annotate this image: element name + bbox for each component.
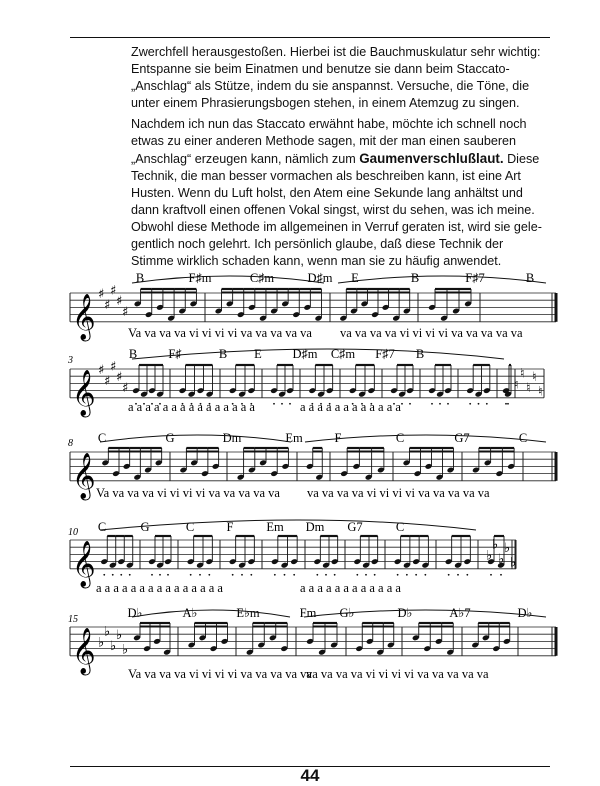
- chord-symbol: F: [226, 520, 234, 534]
- page-number: 44: [300, 766, 320, 785]
- staccato-dot: [397, 574, 399, 576]
- chord-symbol: D♭: [397, 606, 413, 620]
- staccato-dot: [406, 574, 408, 576]
- staccato-dot: [232, 574, 234, 576]
- phrase-slur: [132, 349, 504, 359]
- key-signature-accidental: ♮: [514, 377, 519, 393]
- chord-symbol: B: [415, 347, 425, 361]
- chord-symbol: A♭: [182, 606, 198, 620]
- lyric-line: va va va va vi vi vi vi va va va va va: [307, 486, 490, 500]
- chord-symbol: A♭7: [449, 606, 471, 620]
- music-system: [70, 271, 556, 342]
- chord-symbol: C: [185, 520, 195, 534]
- text-line: etwas zu einer anderen Methode sagen, mit der man einen sauberen: [131, 134, 517, 148]
- lyric-line: Va va va va vi vi vi vi va va va va va: [128, 326, 312, 340]
- chord-symbol: D♯m: [307, 271, 333, 285]
- chord-symbol: C: [518, 431, 528, 445]
- treble-clef: 𝄞: [72, 369, 96, 416]
- staccato-dot: [129, 574, 131, 576]
- key-signature-accidental: ♭: [110, 639, 117, 654]
- chord-symbol: Em: [266, 520, 284, 534]
- key-signature-accidental: ♯: [98, 287, 105, 302]
- music-system: [68, 520, 516, 595]
- key-signature-accidental: ♭: [98, 635, 105, 651]
- measure-number: 10: [68, 527, 78, 538]
- staccato-dot: [490, 574, 492, 576]
- staccato-dot: [401, 403, 403, 405]
- staccato-dot: [241, 574, 243, 576]
- lyric-line: a a a a a a a a a a a a a a a: [128, 400, 255, 414]
- music-system: [68, 606, 556, 681]
- staccato-dot: [507, 403, 509, 405]
- staccato-dot: [112, 574, 114, 576]
- text-line: gentlich noch gelehrt. Ich persönlich glaube, daß diese Technik der: [131, 237, 504, 251]
- staccato-dot: [159, 574, 161, 576]
- chord-symbol: F♯m: [188, 271, 212, 285]
- phrase-slur: [132, 610, 290, 617]
- key-signature-accidental: ♯: [98, 363, 105, 378]
- staccato-dot: [151, 574, 153, 576]
- music-system: [67, 347, 544, 418]
- measure-number: 3: [68, 355, 73, 366]
- chord-symbol: Fm: [299, 606, 317, 620]
- chord-symbol: F♯7: [375, 347, 395, 361]
- staccato-dot: [281, 403, 283, 405]
- chord-symbol: F: [334, 431, 342, 445]
- staccato-dot: [120, 574, 122, 576]
- phrase-slur: [100, 435, 291, 442]
- chord-symbol: C♯m: [249, 271, 275, 285]
- staccato-dot: [415, 574, 417, 576]
- staccato-dot: [273, 403, 275, 405]
- chord-symbol: D♯m: [292, 347, 318, 361]
- chord-symbol: Dm: [305, 520, 325, 534]
- text-line: unter einem Phrasierungsbogen stehen, in einem Atemzug zu singen.: [131, 96, 520, 110]
- chord-symbol: E: [351, 271, 359, 285]
- treble-clef: 𝄞: [72, 627, 96, 674]
- chord-symbol: C♯m: [330, 347, 356, 361]
- treble-clef: 𝄞: [72, 540, 96, 587]
- chord-symbol: G7: [347, 520, 363, 534]
- staccato-dot: [208, 574, 210, 576]
- key-signature-accidental: ♮: [532, 370, 537, 386]
- text-line: Nachdem ich nun das Staccato erwähnt habe, möchte ich schnell noch: [131, 117, 527, 131]
- staccato-dot: [274, 574, 276, 576]
- measure-number: 15: [68, 614, 78, 625]
- key-signature-accidental: ♯: [104, 373, 111, 389]
- staccato-dot: [486, 403, 488, 405]
- staccato-dot: [199, 574, 201, 576]
- staccato-dot: [431, 403, 433, 405]
- lyric-line: a a a a a a a a a a a a a a a: [96, 581, 223, 595]
- chord-symbol: B: [410, 271, 420, 285]
- staccato-dot: [293, 574, 295, 576]
- staccato-dot: [289, 403, 291, 405]
- lyric-line: Va va va va vi vi vi vi va va va va va: [96, 486, 280, 500]
- treble-clef: 𝄞: [72, 293, 96, 340]
- key-signature-accidental: ♯: [122, 381, 129, 396]
- key-signature-accidental: ♭: [504, 541, 511, 557]
- staccato-dot: [448, 574, 450, 576]
- staccato-dot: [103, 574, 105, 576]
- staccato-dot: [439, 403, 441, 405]
- key-signature-accidental: ♯: [116, 370, 123, 386]
- key-signature-accidental: ♯: [110, 283, 117, 299]
- staccato-dot: [365, 574, 367, 576]
- text-line: Stimme wirklich schaden kann, wenn man sie zu häufig anwendet.: [131, 254, 502, 268]
- chord-symbol: Dm: [222, 431, 242, 445]
- chord-symbol: B: [218, 347, 228, 361]
- chord-symbol: D♭: [517, 606, 533, 620]
- key-signature-accidental: ♭: [122, 642, 129, 658]
- staccato-dot: [500, 574, 502, 576]
- chord-symbol: C: [97, 431, 107, 445]
- text-line: Husten. Wenn du Luft holst, den Atem eine Sekunde lang anhältst und: [131, 186, 523, 200]
- text-line: dann kraftvoll einen offenen Vokal singst, wirst du sehen, was ich meine.: [131, 203, 535, 217]
- chord-symbol: B: [128, 347, 138, 361]
- chord-symbol: Em: [285, 431, 303, 445]
- staccato-dot: [316, 574, 318, 576]
- chord-symbol: D♭: [127, 606, 143, 620]
- bold-term: Gaumenverschlußlaut.: [359, 151, 504, 166]
- lyric-line: va va va va vi vi vi vi va va va va va: [340, 326, 523, 340]
- phrase-slur: [132, 276, 324, 283]
- staccato-dot: [356, 574, 358, 576]
- key-signature-accidental: ♭: [510, 555, 517, 571]
- chord-symbol: F♯: [168, 347, 182, 361]
- chord-symbol: G7: [454, 431, 470, 445]
- key-signature-accidental: ♮: [520, 366, 525, 382]
- key-signature-accidental: ♭: [486, 548, 493, 564]
- key-signature-accidental: ♮: [526, 381, 531, 396]
- chord-symbol: C: [395, 520, 405, 534]
- key-signature-accidental: ♭: [104, 624, 111, 640]
- lyric-line: Va va va va vi vi vi vi va va va va va: [128, 667, 312, 681]
- staccato-dot: [167, 574, 169, 576]
- staccato-dot: [478, 403, 480, 405]
- lyric-line: va va va va vi vi vi vi va va va va va: [306, 667, 489, 681]
- chord-symbol: G: [165, 431, 175, 445]
- staccato-dot: [469, 403, 471, 405]
- text-segment: Diese: [503, 152, 540, 166]
- text-line: Zwerchfell herausgestoßen. Hierbei ist die Bauchmuskulatur sehr wichtig:: [131, 45, 541, 59]
- key-signature-accidental: ♭: [116, 628, 123, 644]
- lyric-line: a a a a a a a a a a a a: [300, 400, 401, 414]
- music-system: [68, 431, 556, 501]
- staccato-dot: [466, 574, 468, 576]
- chord-symbol: F♯7: [465, 271, 485, 285]
- staccato-dot: [447, 403, 449, 405]
- text-line: Technik, die man besser vormachen als beschreiben kann, ist eine Art: [131, 169, 521, 183]
- staccato-dot: [505, 403, 507, 405]
- staccato-dot: [409, 403, 411, 405]
- chord-symbol: B: [525, 271, 535, 285]
- phrase-slur: [338, 276, 546, 283]
- chord-symbol: C: [97, 520, 107, 534]
- key-signature-accidental: ♯: [116, 294, 123, 310]
- key-signature-accidental: ♯: [122, 305, 129, 320]
- staccato-dot: [374, 574, 376, 576]
- staccato-dot: [457, 574, 459, 576]
- key-signature-accidental: ♭: [498, 552, 505, 567]
- staccato-dot: [284, 574, 286, 576]
- chord-symbol: C: [395, 431, 405, 445]
- staccato-dot: [325, 574, 327, 576]
- text-line: Obwohl diese Methode im allgemeinen in Verruf geraten ist, wird sie gele-: [131, 220, 542, 234]
- staccato-dot: [424, 574, 426, 576]
- phrase-slur: [100, 520, 476, 530]
- lyric-line: a a a a a a a a a a a a: [300, 581, 401, 595]
- chord-symbol: E♭m: [236, 606, 260, 620]
- key-signature-accidental: ♮: [538, 384, 543, 400]
- key-signature-accidental: ♭: [492, 537, 499, 553]
- key-signature-accidental: ♯: [110, 359, 117, 375]
- chord-symbol: G♭: [339, 606, 355, 620]
- staccato-dot: [250, 574, 252, 576]
- staccato-dot: [334, 574, 336, 576]
- text-line: Entspanne sie beim Einatmen und benutze sie dann beim Staccato-: [131, 62, 510, 76]
- treble-clef: 𝄞: [72, 452, 96, 499]
- chord-symbol: E: [254, 347, 262, 361]
- staccato-dot: [190, 574, 192, 576]
- measure-number: 8: [68, 438, 73, 449]
- key-signature-accidental: ♯: [104, 297, 111, 313]
- chord-symbol: B: [135, 271, 145, 285]
- chord-symbol: G: [140, 520, 150, 534]
- text-line: „Anschlag“ als Stütze, indem du sie anspannst. Versuche, die Töne, die: [131, 79, 530, 93]
- text-segment: „Anschlag“ erzeugen kann, nämlich zum: [131, 152, 360, 166]
